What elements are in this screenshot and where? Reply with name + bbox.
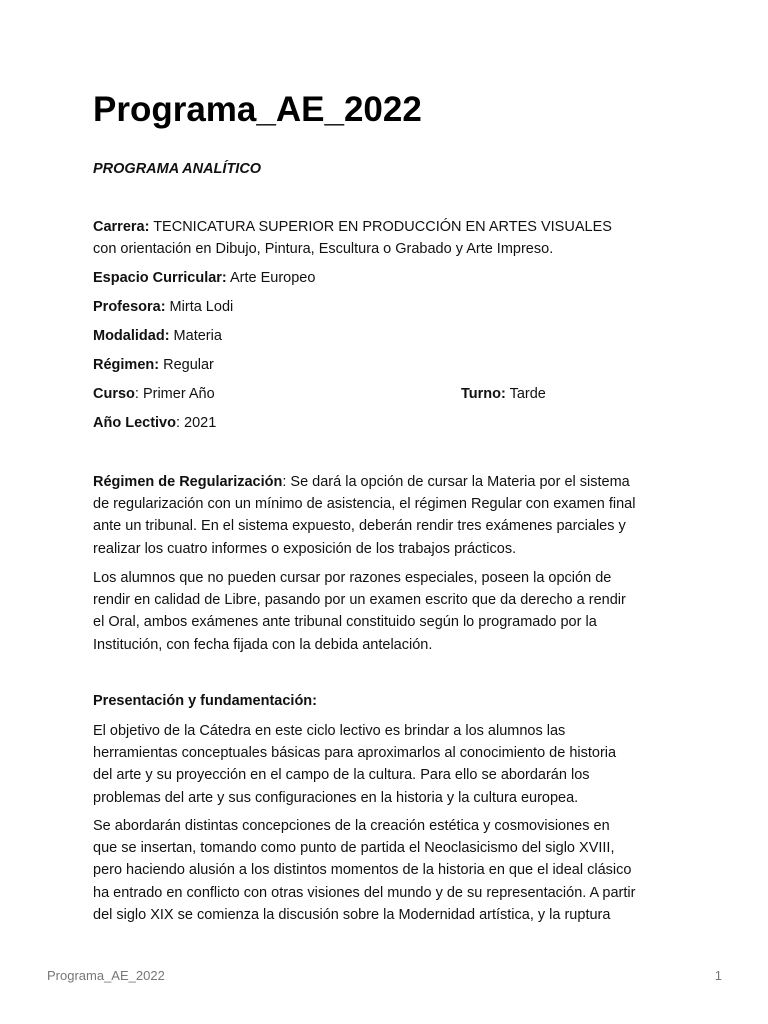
- regularizacion-text: : Se dará la opción de cursar la Materia por el sistema: [282, 474, 630, 490]
- modalidad-value: Materia: [169, 328, 222, 344]
- anio-lectivo-field: [93, 413, 216, 433]
- carrera-line: [93, 216, 693, 238]
- regimen-field: [93, 355, 214, 375]
- presentacion-2-line-2: que se insertan, tomando como punto de partida el Neoclasicismo del siglo XVIII,: [93, 840, 615, 857]
- regularizacion-line-4: realizar los cuatro informes o exposición de los trabajos prácticos.: [93, 540, 517, 557]
- anio-lectivo-value: : 2021: [175, 415, 217, 431]
- regularizacion-line-1: [93, 471, 693, 493]
- espacio-value: Arte Europeo: [226, 270, 316, 286]
- presentacion-paragraph-2: [93, 815, 693, 926]
- libre-line-2: rendir en calidad de Libre, pasando por un examen escrito que da derecho a rendir: [93, 592, 626, 609]
- carrera-label: Carrera:: [93, 219, 150, 235]
- curso-field: [93, 384, 215, 404]
- espacio-curricular-field: [93, 268, 315, 288]
- profesora-label: Profesora:: [93, 299, 166, 315]
- regularizacion-line-3: ante un tribunal. En el sistema expuesto, deberán rendir tres exámenes parciales y: [93, 518, 626, 535]
- presentacion-2-line-4: ha entrado en conflicto con otras visiones del mundo y de su representación. A partir: [93, 884, 636, 901]
- carrera-value: TECNICATURA SUPERIOR EN PRODUCCIÓN EN ARTES VISUALES: [149, 219, 612, 235]
- document-title: Programa_AE_2022: [93, 90, 422, 129]
- document-subtitle: PROGRAMA ANALÍTICO: [93, 161, 262, 177]
- libre-paragraph: [93, 567, 693, 656]
- regularizacion-label: Régimen de Regularización: [93, 474, 283, 490]
- curso-label: Curso: [93, 386, 135, 402]
- presentacion-1-line-3: del arte y su proyección en el campo de la cultura. Para ello se abordarán los: [93, 767, 590, 784]
- turno-value: Tarde: [505, 386, 546, 402]
- profesora-value: Mirta Lodi: [165, 299, 234, 315]
- presentacion-1-line-1: El objetivo de la Cátedra en este ciclo lectivo es brindar a los alumnos las: [93, 723, 566, 739]
- modalidad-field: [93, 326, 222, 346]
- carrera-continuation: con orientación en Dibujo, Pintura, Escultura o Grabado y Arte Impreso.: [93, 241, 554, 258]
- presentacion-heading: Presentación y fundamentación:: [93, 693, 317, 709]
- regularizacion-paragraph: [93, 471, 693, 560]
- libre-line-3: el Oral, ambos exámenes ante tribunal constituido según lo programado por la: [93, 614, 597, 631]
- modalidad-label: Modalidad:: [93, 328, 170, 344]
- libre-line-4: Institución, con fecha fijada con la debida antelación.: [93, 636, 433, 653]
- presentacion-1-line-2: herramientas conceptuales básicas para aproximarlos al conocimiento de historia: [93, 745, 617, 762]
- regimen-value: Regular: [159, 357, 214, 373]
- presentacion-2-line-1: Se abordarán distintas concepciones de la creación estética y cosmovisiones en: [93, 818, 610, 834]
- turno-label: Turno:: [461, 386, 506, 402]
- profesora-field: [93, 297, 233, 317]
- carrera-field: [93, 216, 693, 260]
- presentacion-1-line-4: problemas del arte y sus configuraciones en la historia y la cultura europea.: [93, 789, 579, 806]
- regimen-label: Régimen:: [93, 357, 160, 373]
- presentacion-2-line-3: pero haciendo alusión a los distintos momentos de la historia en que el ideal clásico: [93, 862, 632, 879]
- curso-value: : Primer Año: [134, 386, 215, 402]
- libre-line-1: Los alumnos que no pueden cursar por razones especiales, poseen la opción de: [93, 570, 612, 586]
- regularizacion-line-2: de regularización con un mínimo de asistencia, el régimen Regular con examen final: [93, 496, 636, 513]
- footer-document-name: Programa_AE_2022: [47, 968, 165, 983]
- footer-page-number: 1: [714, 968, 722, 983]
- presentacion-paragraph-1: [93, 720, 693, 809]
- turno-field: [461, 384, 546, 404]
- espacio-label: Espacio Curricular:: [93, 270, 227, 286]
- anio-lectivo-label: Año Lectivo: [93, 415, 176, 431]
- presentacion-2-line-5: del siglo XIX se comienza la discusión sobre la Modernidad artística, y la ruptura: [93, 906, 611, 923]
